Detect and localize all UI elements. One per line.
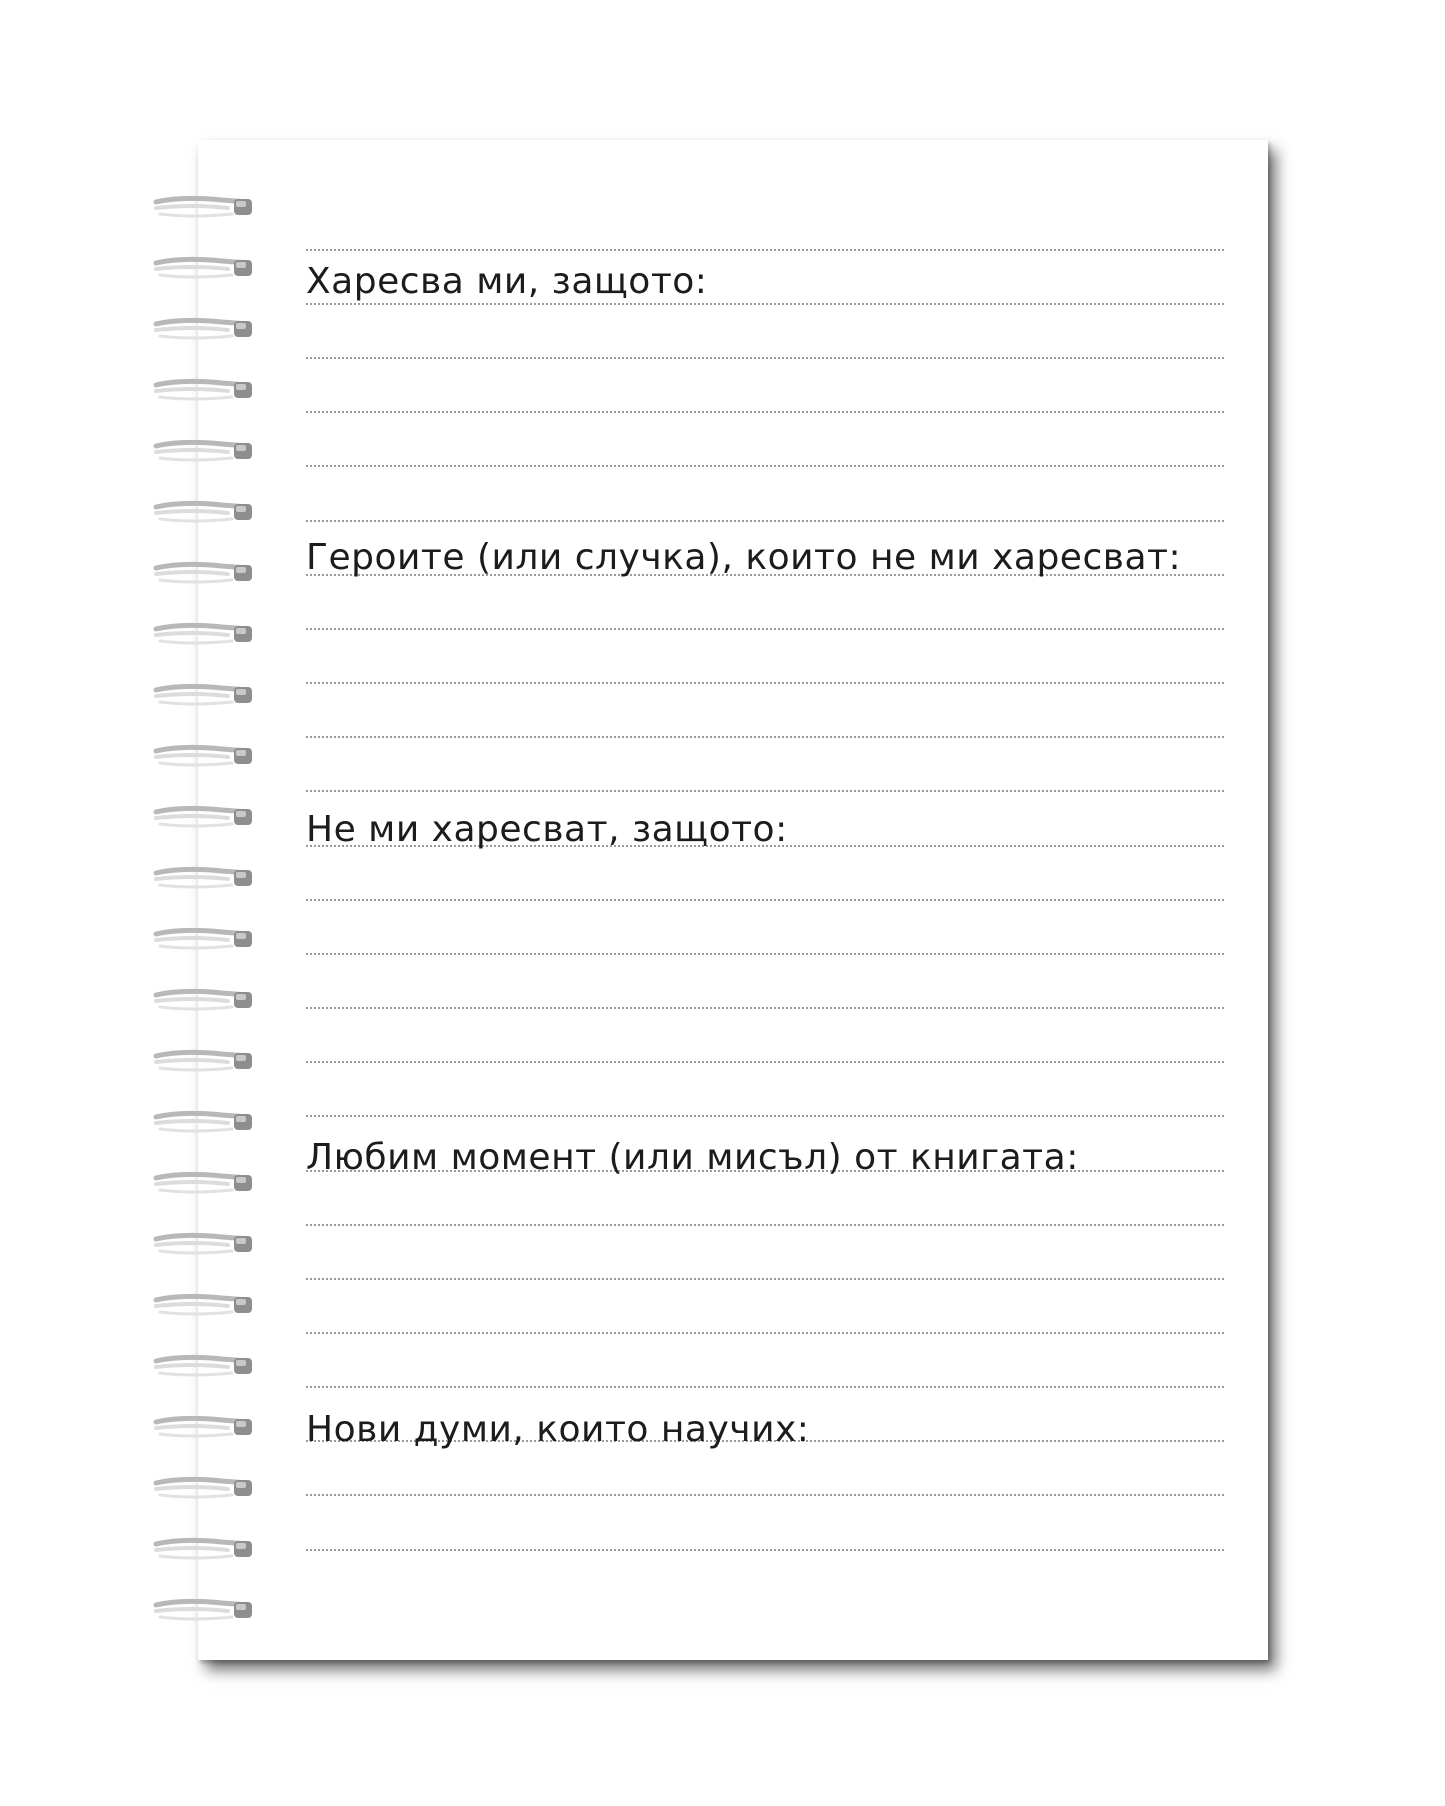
ruled-line	[306, 628, 1224, 630]
ruled-line	[306, 411, 1224, 413]
ruled-line	[306, 736, 1224, 738]
ruled-line	[306, 1386, 1224, 1388]
ruled-line	[306, 899, 1224, 901]
prompt-favorite-moment: Любим момент (или мисъл) от книгата:	[306, 1137, 1079, 1178]
ruled-line	[306, 1332, 1224, 1334]
ruled-line	[306, 682, 1224, 684]
ruled-line	[306, 1007, 1224, 1009]
ruled-line	[306, 1224, 1224, 1226]
ruled-line	[306, 790, 1224, 792]
ruled-line	[306, 953, 1224, 955]
ruled-line	[306, 520, 1224, 522]
ruled-line	[306, 1115, 1224, 1117]
ruled-line	[306, 249, 1224, 251]
prompt-likes-because: Харесва ми, защото:	[306, 261, 708, 302]
ruled-line	[306, 465, 1224, 467]
prompt-dislikes-because: Не ми харесват, защото:	[306, 809, 788, 850]
ruled-line	[306, 1549, 1224, 1551]
prompt-disliked-characters: Героите (или случка), които не ми харесват:	[306, 537, 1182, 578]
ruled-line	[306, 303, 1224, 305]
ruled-line	[306, 1061, 1224, 1063]
prompt-new-words: Нови думи, които научих:	[306, 1409, 810, 1450]
ruled-line	[306, 1278, 1224, 1280]
ruled-line	[306, 1494, 1224, 1496]
ruled-line	[306, 357, 1224, 359]
